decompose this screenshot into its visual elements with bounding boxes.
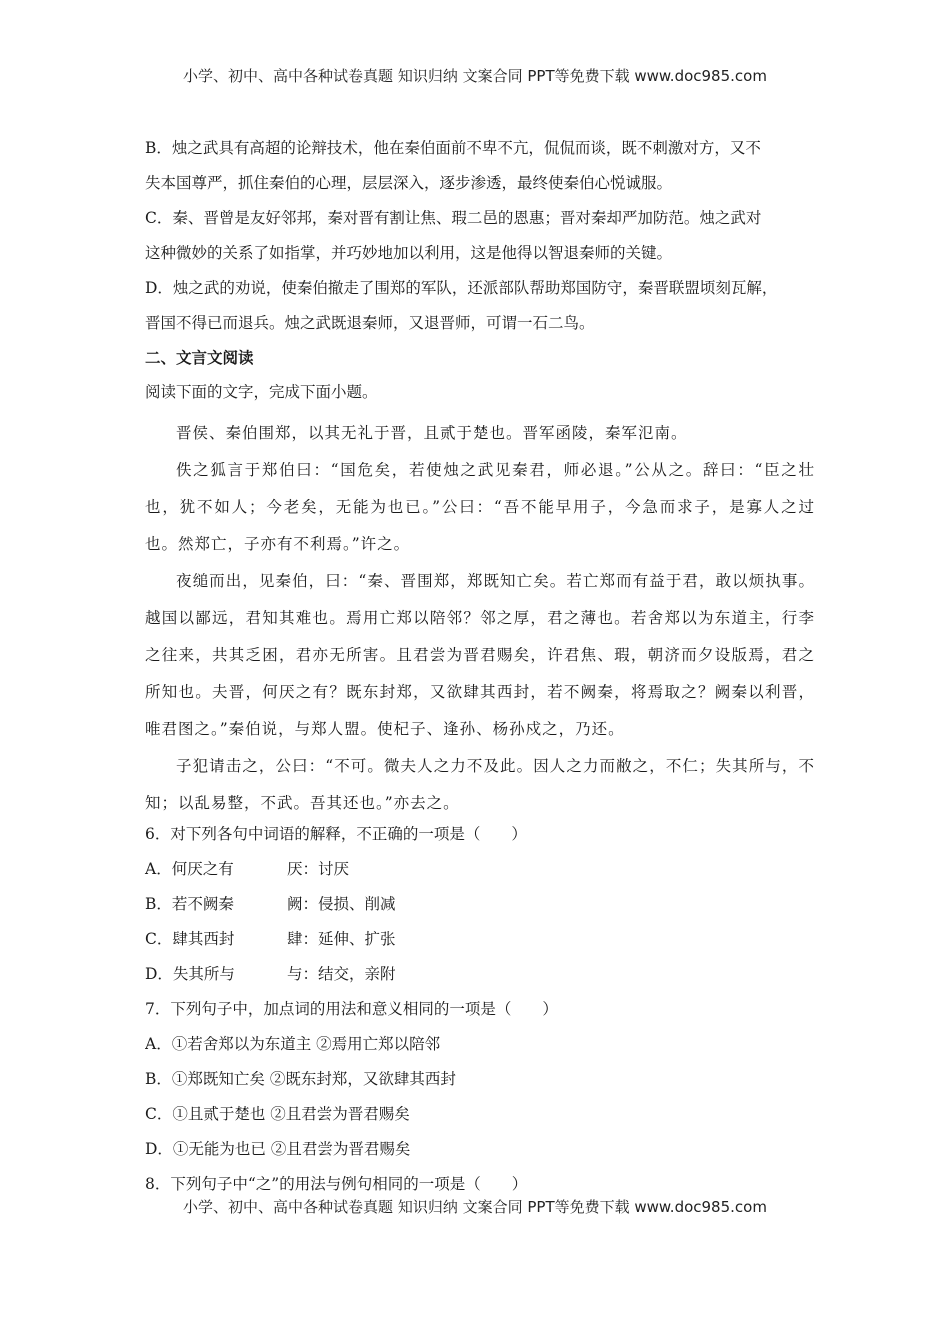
passage-paragraph: 佚之狐言于郑伯曰：“国危矣，若使烛之武见秦君，师必退。”公从之。辞曰：“臣之壮也，犹不如人；今老矣，无能为也已。”公曰：“吾不能早用子，今急而求子，是寡人之过也。然郑亡，子亦有不利焉。”许之。 xyxy=(145,461,815,553)
question-7-stem: 7．下列句子中，加点词的用法和意义相同的一项是（ ） xyxy=(145,1000,558,1018)
option-note: 肆：延伸、扩张 xyxy=(287,930,396,948)
question-6-option-b xyxy=(145,892,815,927)
page-header: 小学、初中、高中各种试卷真题 知识归纳 文案合同 PPT等免费下载 www.doc985.com xyxy=(183,67,767,85)
page-footer: 小学、初中、高中各种试卷真题 知识归纳 文案合同 PPT等免费下载 www.doc985.com xyxy=(183,1198,767,1216)
page-content xyxy=(145,136,815,1207)
question-6-option-d xyxy=(145,962,815,997)
option-c-line-1: C．秦、晋曾是友好邻邦，秦对晋有割让焦、瑕二邑的恩惠；晋对秦却严加防范。烛之武对 xyxy=(145,209,762,227)
option-d-line-1: D．烛之武的劝说，使秦伯撤走了围郑的军队，还派部队帮助郑国防守，秦晋联盟顷刻瓦解， xyxy=(145,279,778,297)
option-text: A．何厌之有 xyxy=(145,860,234,878)
question-7-option-d: D．①无能为也已 ②且君尝为晋君赐矣 xyxy=(145,1140,411,1158)
question-7-option-a: A．①若舍郑以为东道主 ②焉用亡郑以陪邻 xyxy=(145,1035,441,1053)
option-note: 厌：讨厌 xyxy=(287,860,350,878)
section-title: 二、文言文阅读 xyxy=(145,349,254,367)
option-d-line-2: 晋国不得已而退兵。烛之武既退秦师，又退晋师，可谓一石二鸟。 xyxy=(145,314,595,332)
previous-question-options xyxy=(145,136,815,346)
passage-paragraph: 晋侯、秦伯围郑，以其无礼于晋，且贰于楚也。晋军函陵，秦军氾南。 xyxy=(176,424,688,442)
passage-paragraph: 子犯请击之，公曰：“不可。微夫人之力不及此。因人之力而敝之，不仁；失其所与，不知；以乱易整，不武。吾其还也。”亦去之。 xyxy=(145,757,815,812)
option-note: 阙：侵损、削减 xyxy=(287,895,396,913)
passage-paragraph: 夜缒而出，见秦伯，曰：“秦、晋围郑，郑既知亡矣。若亡郑而有益于君，敢以烦执事。越国以鄙远，君知其难也。焉用亡郑以陪邻？邻之厚，君之薄也。若舍郑以为东道主，行李之往来，共其乏困，君亦无所害。且君尝为晋君赐矣，许君焦、瑕，朝济而夕设版焉，君之所知也。夫晋，何厌之有？既东封郑，又欲肆其西封，若不阙秦，将焉取之？阙秦以利晋，唯君图之。”秦伯说，与郑人盟。使杞子、逢孙、杨孙戍之，乃还。 xyxy=(145,572,815,738)
question-6-option-c xyxy=(145,927,815,962)
option-text: D．失其所与 xyxy=(145,965,235,983)
question-6 xyxy=(145,822,815,997)
option-b-line-1: B．烛之武具有高超的论辩技术，他在秦伯面前不卑不亢，侃侃而谈，既不刺激对方，又不 xyxy=(145,139,761,157)
option-c-line-2: 这种微妙的关系了如指掌，并巧妙地加以利用，这是他得以智退秦师的关键。 xyxy=(145,244,673,262)
option-b-line-2: 失本国尊严，抓住秦伯的心理，层层深入，逐步渗透，最终使秦伯心悦诚服。 xyxy=(145,174,673,192)
question-6-stem: 6．对下列各句中词语的解释，不正确的一项是（ ） xyxy=(145,825,527,843)
classical-passage xyxy=(145,415,815,822)
option-text: C．肆其西封 xyxy=(145,930,235,948)
question-8-stem: 8．下列句子中“之”的用法与例句相同的一项是（ ） xyxy=(145,1175,528,1193)
option-note: 与：结交，亲附 xyxy=(287,965,396,983)
question-7 xyxy=(145,997,815,1172)
question-7-option-c: C．①且贰于楚也 ②且君尝为晋君赐矣 xyxy=(145,1105,410,1123)
option-text: B．若不阙秦 xyxy=(145,895,234,913)
question-7-option-b: B．①郑既知亡矣 ②既东封郑，又欲肆其西封 xyxy=(145,1070,456,1088)
question-6-option-a xyxy=(145,857,815,892)
reading-instruction: 阅读下面的文字，完成下面小题。 xyxy=(145,383,378,401)
